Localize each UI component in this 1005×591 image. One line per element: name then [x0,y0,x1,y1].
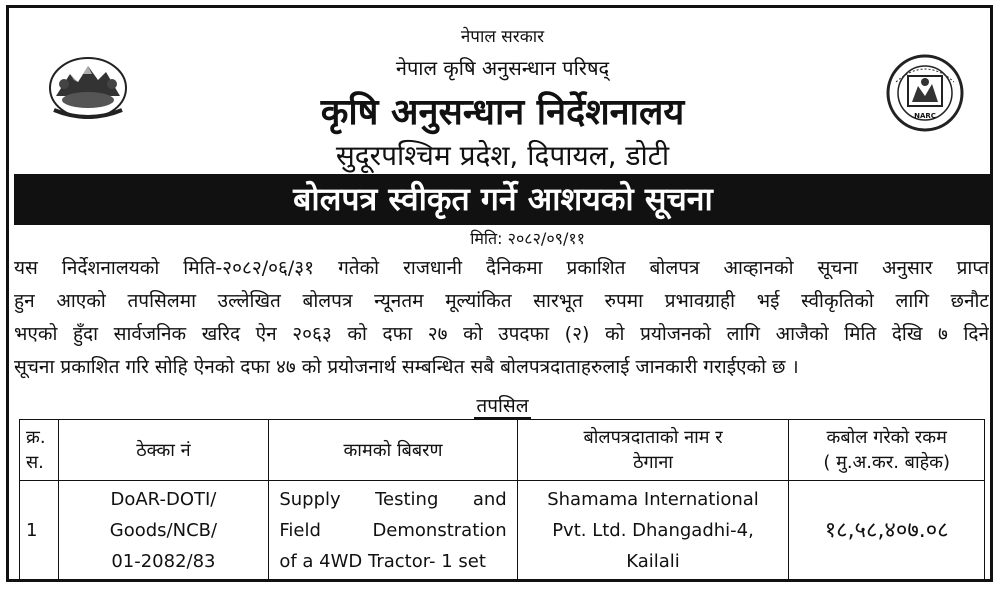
cell-contract [58,481,269,580]
header-location: सुदूरपश्चिम प्रदेश, दिपायल, डोटी [335,139,670,172]
cell-sn: 1 [20,481,59,580]
notice-date: मिति: २०८२/०९/११ [470,229,585,248]
header-sn-line: स. [26,452,44,473]
header-bidder-line: ठेगाना [633,452,673,473]
cell-description-line: Supply Testing and [279,488,507,510]
cell-amount: १८,५८,४०७.०८ [789,481,985,580]
header-sn-line: क्र. [26,427,46,448]
body-line: सूचना प्रकाशित गरि सोहि ऐनको दफा ४७ को प्रयोजनार्थ सम्बन्धित सबै बोलपत्रदाताहरुलाई जानकारी गराईएको छ । [14,356,799,378]
header-directorate: कृषि अनुसन्धान निर्देशनालय [320,92,685,133]
details-heading [0,392,1005,418]
cell-description [269,481,517,580]
table-row [20,481,985,580]
details-heading-text: तपसिल [476,395,529,417]
cell-bidder-line: Pvt. Ltd. Dhangadhi-4, [552,519,754,541]
header-amount-line: ( मु.अ.कर. बाहेक) [823,452,951,473]
header-sn [20,420,59,481]
header-amount-line: कबोल गरेको रकम [826,427,947,448]
cell-contract-line: 01-2082/83 [111,550,216,572]
header-contract: ठेक्का नं [58,420,269,481]
header-bidder [517,420,789,481]
cell-contract-line: DoAR-DOTI/ [110,488,217,510]
header-government: नेपाल सरकार [460,27,545,47]
header-amount [789,420,985,481]
cell-bidder [517,481,789,580]
bid-table [19,419,985,580]
cell-bidder-line: Kailali [626,550,680,572]
body-line: यस निर्देशनालयको मिति-२०८२/०६/३१ गतेको राजधानी दैनिकमा प्रकाशित बोलपत्र आव्हानको सूचना अनुसार प्राप्त [14,257,989,279]
cell-description-line: Field Demonstration [279,519,507,541]
cell-bidder-line: Shamama International [547,488,759,510]
body-line: हुन आएको तपसिलमा उल्लेखित बोलपत्र न्यूनतम मूल्यांकित सारभूत रुपमा प्रभावग्राही भई स्वीकृतिको लागि छनौट [14,290,989,312]
header-description: कामको बिबरण [269,420,517,481]
body-line: भएको हुँदा सार्वजनिक खरिद ऐन २०६३ को दफा २७ को उपदफा (२) को प्रयोजनको लागि आजैको मिति देखि ७ दिने [14,323,989,345]
table-header-row [20,420,985,481]
header-council: नेपाल कृषि अनुसन्धान परिषद् [395,56,610,80]
notice-body [14,252,989,384]
cell-description-line: of a 4WD Tractor- 1 set [279,550,486,572]
header-bidder-line: बोलपत्रदाताको नाम र [583,427,723,448]
narc-logo-text: NARC [914,112,936,120]
notice-title-banner: बोलपत्र स्वीकृत गर्ने आशयको सूचना [14,174,992,225]
cell-contract-line: Goods/NCB/ [109,519,218,541]
